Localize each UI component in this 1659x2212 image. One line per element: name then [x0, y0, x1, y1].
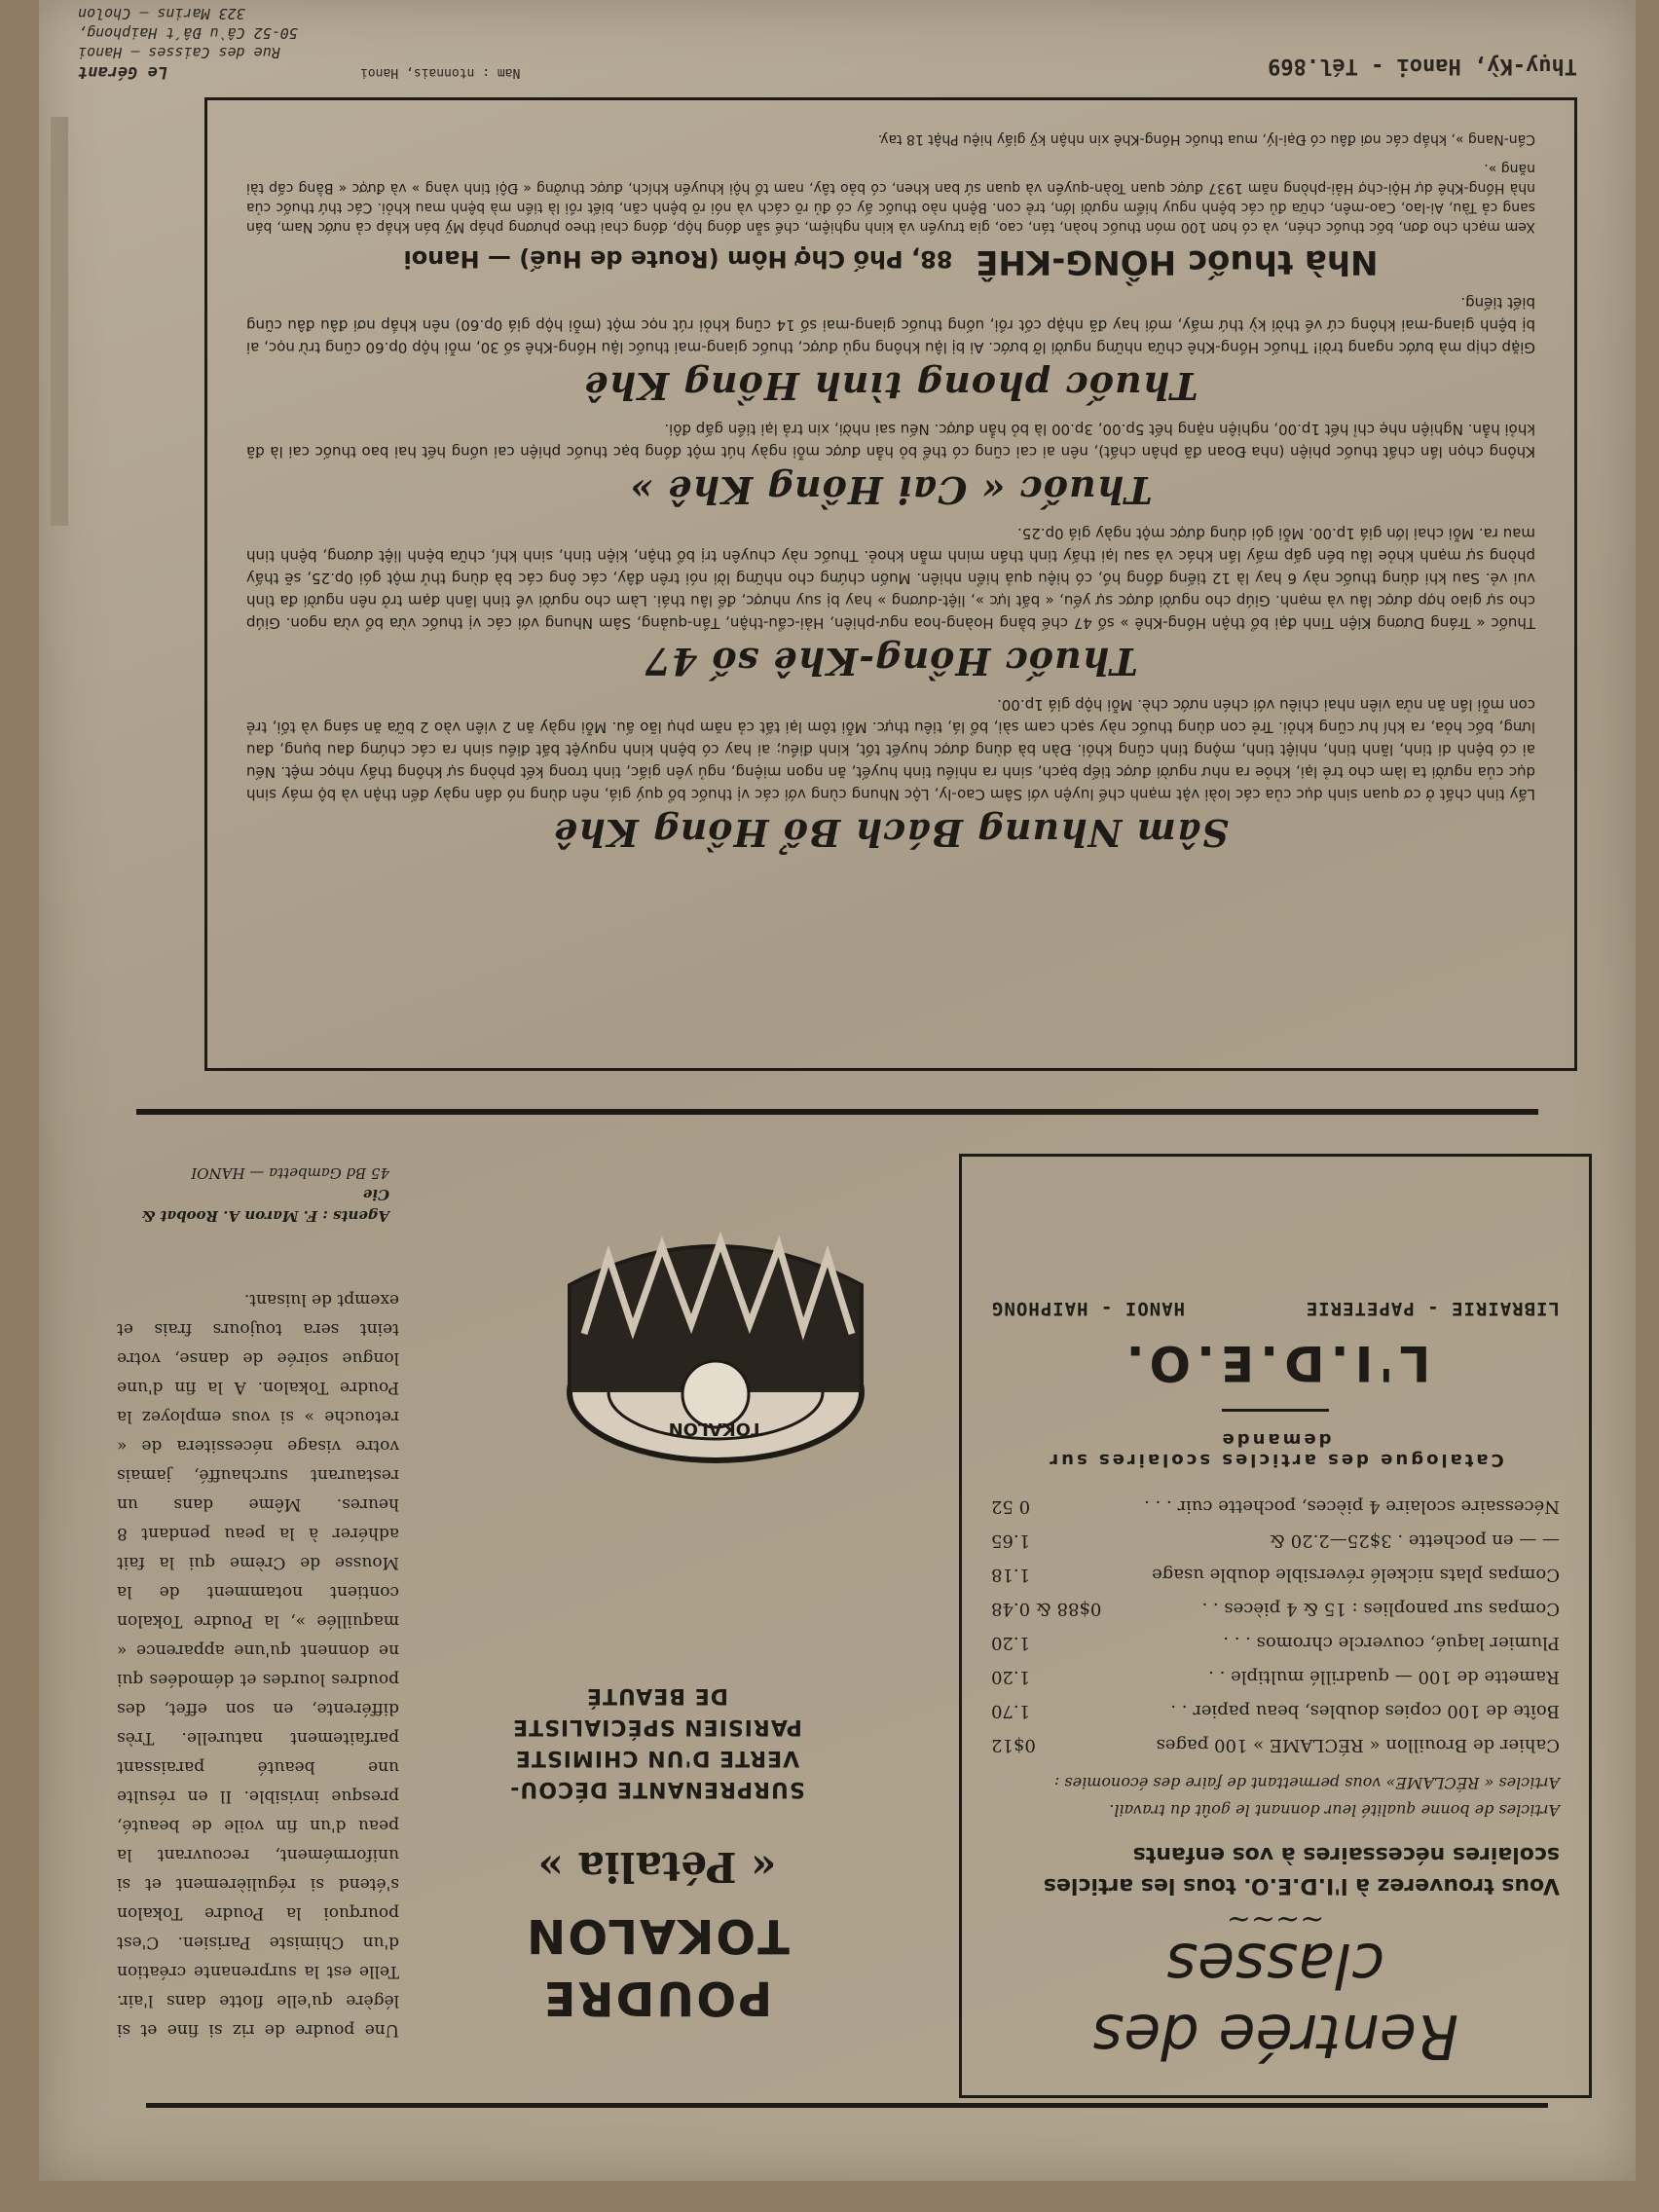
header-left-block — [78, 4, 298, 82]
ideo-sub-left: LIBRAIRIE - PAPETERIE — [1305, 1298, 1560, 1319]
tokalon-brand: TOKALON — [525, 1908, 790, 1963]
header-city: Nam : ntonnais, Hanoi — [360, 65, 521, 80]
shop-address: 88, Phố Chợ Hôm (Route de Huế) — Hanoi — [403, 245, 953, 273]
price-row — [991, 1524, 1560, 1558]
price-value: 1.20 — [991, 1633, 1031, 1653]
ideo-intro: Vous trouverez à l'I.D.E.O. tous les articles scolaires nécessaires à vos enfants — [1043, 1842, 1560, 1898]
header-printer-2: 323 Marins — Cholon — [78, 5, 245, 22]
ad-footnote: Cần-Nang », khắp các nơi đâu có Đại-lý, mua thuốc Hồng-Khê xin nhận kỹ giấy hiệu Phật 18 tay. — [877, 131, 1535, 147]
price-value: 0 52 — [991, 1496, 1031, 1517]
tin-label: TOKALON — [668, 1419, 763, 1439]
powder-tin-illustration — [555, 1188, 876, 1480]
ad-paragraph-5: Xem mạch cho đơn, bốc thuốc chén, và có hơn 100 món thuốc hoàn, tán, cao, gia truyền và kinh nghiệm, chế sẵn đóng hộp, đóng chai theo phương pháp Mỹ bán khắp cả nước Nam, bán sang cả Tàu, Ai-lao, Cao-mên, chữa đủ các bệnh nguy hiểm người lớn, trẻ con. Bệnh nào thuốc ấy có đủ rõ cách và nói rõ bệnh căn, biết rồi là tiền mà bệnh mau khỏi. Các thứ thuốc của nhà Hồng-Khê dự Hội-chợ Hải-phòng năm 1937 được quan Toàn-quyền và quan sứ ban khen, có bảo tây, nam tổ hội khuyến khích, được thưởng « Đội tinh vàng » và được « Bằng cấp tài năng ». — [246, 161, 1535, 235]
price-label: Compas plats nickelé réversible double usage — [1152, 1565, 1560, 1585]
bottom-rule — [146, 2103, 1548, 2108]
price-value: 1.18 — [991, 1565, 1031, 1585]
header-address: Rue des Caisses — Hanoi — [78, 44, 280, 61]
ideo-small-2: Articles « RÉCLAME» vous permettant de faire des économies : — [1053, 1774, 1560, 1792]
price-label: Ramette de 100 — quadrillé multiple . . — [1208, 1667, 1560, 1687]
price-label: Cahier de Brouillon « RÉCLAME » 100 pages — [1156, 1735, 1560, 1755]
price-value: 1.65 — [991, 1530, 1031, 1551]
ad-paragraph-2: Thuốc « Tráng Dương Kiện Tinh đại bổ thận Hồng-Khê » số 47 chế bằng Hoàng-hoa ngư-phiên, Hải-cẩu-thận, Tần-quảng, Sâm Nhung với các vị thuốc vừa bổ vừa ngon. Giúp cho sự giao hợp được lâu và mạnh. Giúp cho người được sự yếu, « bất lực », liệt-dương » hay bị suy nhược, để lâu thái. Làm cho người về tinh lãnh đạm trở nên người đa tình vui vẻ. Sau khi dùng thuốc này 6 hay là 12 tiếng đồng hồ, có hiệu quả hiển nhiên. Muốn chứng cho những lời nói trên đây, các ông các bà dùng thử một gói 0p.25, sẽ thấy phòng sự mạnh khỏe lâu bền gấp mấy lần khác và sau lại thấy tinh thần minh mẫn khoẻ. Thuốc này chuyên trị bổ thận, kiện tinh, sinh khí, chữa bệnh liệt dương, bệnh tinh mau ra. Mỗi chai lớn giá 1p.00. Mỗi gói dùng được một ngày giá 0p.25. — [246, 525, 1535, 632]
header-printer-1: 50-52 Cầu Đất Haiphong, — [78, 24, 298, 42]
price-value: 1.70 — [991, 1701, 1031, 1721]
price-row — [991, 1558, 1560, 1592]
shop-name — [246, 242, 1535, 281]
ideo-sub-right: HANOI - HAIPHONG — [991, 1298, 1186, 1319]
price-label: Compas sur panoplies : 15 & 4 pièces . . — [1201, 1599, 1560, 1619]
tokalon-poudre: POUDRE — [541, 1971, 773, 2025]
price-value: 0$88 & 0.48 — [991, 1599, 1102, 1619]
ad-heading-3: Thuốc « Cai Hồng Khê » — [629, 468, 1153, 512]
ideo-ad — [959, 1154, 1592, 2098]
header-right-text: Thụy-Kỳ, Hanoi - Tél.869 — [1268, 54, 1577, 78]
price-value: 0$12 — [991, 1735, 1036, 1755]
shop-name-text: Nhà thuốc HỒNG-KHÊ — [976, 242, 1379, 281]
ideo-dash — [1222, 1409, 1329, 1412]
tokalon-tagline — [448, 1679, 866, 1804]
ad-heading-2: Thuốc Hồng-Khê số 47 — [644, 640, 1138, 683]
price-label: Plumier laqué, couvercle chromos . . . — [1223, 1633, 1560, 1653]
price-row — [991, 1660, 1560, 1694]
tag-line: DE BEAUTÉ — [586, 1683, 728, 1708]
divider-rule — [136, 1109, 1538, 1115]
hong-khe-ad — [204, 97, 1577, 1071]
ad-paragraph-3: Không chọn lần chất thuốc phiện (nha Đoan đã phân chất), nên ai cai cũng có thể bỏ hẳn được mỗi ngày hút một đồng bạc thuốc phiện cai uống hết hai bao thuốc cai là đã khỏi hẳn. Nghiện nhẹ chỉ hết 1p.00, nghiện nặng hết 5p.00, 3p.00 là bỏ hẳn được. Nếu sai nhời, xin trả lại tiền gấp đôi. — [246, 421, 1535, 461]
ideo-price-list — [991, 1490, 1560, 1762]
price-value: 1.20 — [991, 1667, 1031, 1687]
ad-heading-1: Sâm Nhung Bách Bổ Hồng Khê — [553, 811, 1229, 855]
tokalon-body: Une poudre de riz si fine et si légère qu'elle flotte dans l'air. Telle est la surprenante création d'un Chimiste Parisien. C'est pourquoi la Poudre Tokalon s'étend si régulièrement et si uniformément, recouvrant la peau d'un fin voile de beauté, presque invisible. Il en résulte une beauté paraissant parfaitement naturelle. Très différente, en son effet, des poudres lourdes et démodées qui ne donnent qu'une apparence « maquillée », la Poudre Tokalon contient notamment de la Mousse de Crème qui la fait adhérer à la peau pendant 8 heures. Même dans un restaurant surchauffé, jamais votre visage nécessitera de « retouche » si vous employez la Poudre Tokalon. A la fin d'une longue soirée de danse, votre teint sera toujours frais et exempt de luisant. — [117, 1290, 399, 2040]
price-row — [991, 1694, 1560, 1728]
page-header — [78, 5, 1577, 88]
agent-line-1: Agents : F. Maron A. Roobat & Cie — [141, 1186, 389, 1225]
agent-line-2: 45 Bd Gambetta — HANOI — [191, 1164, 389, 1182]
tokalon-petalia: « Pétalia » — [537, 1843, 777, 1891]
newspaper-page — [39, 0, 1636, 2181]
ideo-catalogue: Catalogue des articles scolaires sur demande — [1047, 1429, 1504, 1470]
tag-line: PARISIEN SPÉCIALISTE — [512, 1714, 802, 1739]
flipped-page-content — [39, 0, 1636, 2181]
ideo-subline — [991, 1298, 1560, 1319]
hong-khe-ad-inner — [246, 120, 1535, 855]
price-row — [991, 1728, 1560, 1762]
price-row — [991, 1626, 1560, 1660]
tokalon-agent — [127, 1162, 389, 1227]
tokalon-ad — [117, 1164, 896, 2064]
ad-paragraph-4: Giặp chịp mà bước ngang trời! Thuốc Hồng-Khê chữa những người lỡ bước. Ai bị lậu không ngủ được, thuốc giang-mai thuốc lậu Hồng-Khê số 30, mỗi hộp 0p.60 cũng trừ nọc, ai bị bệnh giang-mai không cứ về thời kỳ thứ mấy, mới hay đã nhập cốt rồi, uống thuốc giang-mai số 14 cũng khỏi rút nọc một (mỗi hộp giá 0p.60) nên khắp nơi đâu đâu cũng biết tiếng. — [246, 294, 1535, 356]
price-label: — — en pochette . 3$25—2.20 & — [1269, 1530, 1560, 1551]
ideo-small-1: Articles de bonne qualité leur donnant le goût du travail. — [1109, 1801, 1560, 1820]
header-gerant: Le Gérant — [78, 62, 168, 82]
ideo-squiggle: ~~~~ — [1226, 1902, 1325, 1936]
ad-heading-4: Thuốc phong tình Hồng Khê — [583, 364, 1198, 408]
price-row — [991, 1490, 1560, 1524]
price-label: Nécessaire scolaire 4 pièces, pochette cuir . . . — [1144, 1496, 1560, 1517]
tag-line: SURPRENANTE DÉCOU- — [509, 1777, 805, 1801]
tag-line: VERTE D'UN CHIMISTE — [514, 1746, 800, 1770]
page-edge-mark — [51, 117, 68, 526]
price-row — [991, 1592, 1560, 1626]
ad-paragraph-1: Lấy tinh chất ở cơ quan sinh dục của các loài vật mạnh chế luyện với Sâm Cao-ly, Lộc Nhung cùng với các vị thuốc bổ quý giá, nên dùng nó dần ngày đến thận và bộ máy sinh dục của người ta làm cho trẻ lại, khỏe ra như người được tiếp bạch, sinh ra nhiều tinh huyết, ăn ngon miệng, ngủ yên giấc, tinh trong kết phòng sự không thấy nhọc mệt. Nếu ai có bệnh di tinh, lãnh tinh, nhiệt tinh, mộng tinh cũng khỏi. Đàn bà dùng được huyết tốt, kinh điều; ai hay có bệnh kinh nguyệt bất điều sinh ra các chứng đau bụng, đau lưng, bốc hỏa, ra khí hư cũng khỏi. Trẻ con dùng thuốc này sạch cam sài, bổ lá, tiêu thực. Mỗi tôm lại tất cả năm phụ lão ấu. Mỗi ngày ăn 2 viên vào 2 bữa ăn sáng và tối, trẻ con mỗi lần ăn nửa viên nhai chiêu với chén nước chè. Mỗi hộp giá 1p.00. — [246, 696, 1535, 803]
ideo-title: Rentrée des classes — [1091, 1930, 1459, 2072]
ideo-brand: L'I.D.E.O. — [1120, 1335, 1431, 1391]
tokalon-headline — [448, 1679, 866, 2025]
price-label: Boîte de 100 copies doubles, beau papier . . — [1170, 1701, 1560, 1721]
